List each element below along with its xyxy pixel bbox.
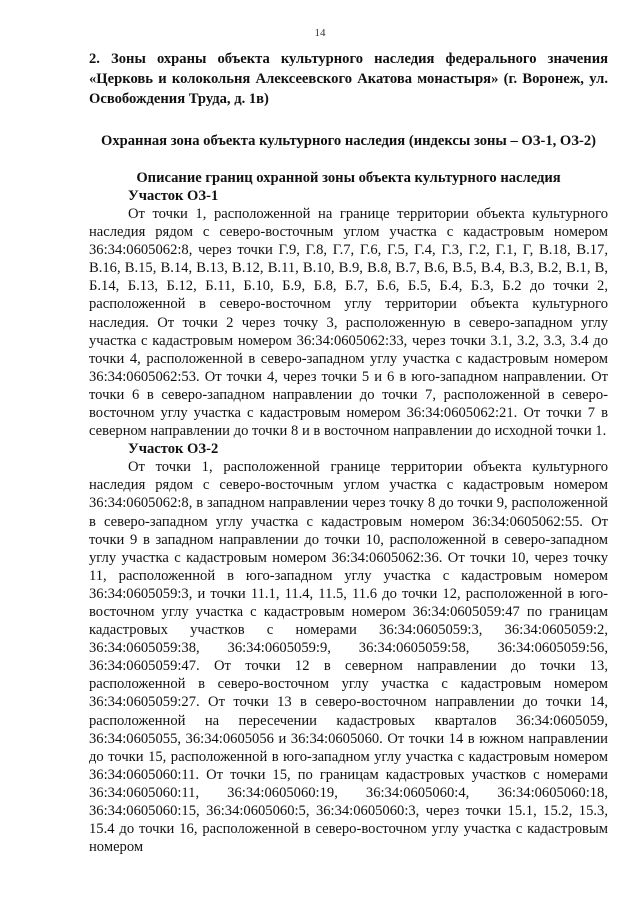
plot-heading-oz2: Участок ОЗ-2	[128, 441, 219, 458]
plot-section-oz1	[89, 187, 608, 440]
description-heading: Описание границ охранной зоны объекта культурного наследия	[136, 170, 561, 186]
zone-title: Охранная зона объекта культурного наследия (индексы зоны – ОЗ-1, ОЗ-2)	[101, 133, 596, 149]
plot-section-oz2	[89, 440, 608, 856]
page-number: 14	[314, 27, 326, 39]
page-content	[89, 49, 608, 856]
plot-heading-oz1: Участок ОЗ-1	[128, 188, 219, 204]
section-heading: 2. Зоны охраны объекта культурного наследия федерального значения «Церковь и колокольня Алексеевского Акатова монастыря» (г. Воронеж, ул. Освобождения Труда, д. 1в)	[89, 51, 608, 107]
plot-text-oz2: От точки 1, расположенной границе территории объекта культурного наследия рядом с северо-восточным углом участка с кадастровым номером 36:34:0605062:8, в западном направлении через точку 8 до точки 9, расположенной в северо-западном углу участка с кадастровым номером 36:34:0605062:55. От точки 9 в западном направлении до точки 10, расположенной в северо-западном углу участка с кадастровым номером 36:34:0605062:36. От точки 10, через точку 11, расположенной в юго-западном углу участка с кадастровым номером 36:34:0605059:3, и точки 11.1, 11.4, 11.5, 11.6 до точки 12, расположенной в юго-восточном углу участка с кадастровым номером 36:34:0605059:47 по границам кадастровых участков с номерами 36:34:0605059:3, 36:34:0605059:2, 36:34:0605059:38, 36:34:0605059:9, 36:34:0605059:58, 36:34:0605059:56, 36:34:0605059:47. От точки 12 в северном направлении до точки 13, расположенной в северо-восточном углу участка с кадастровым номером 36:34:0605059:27. От точки 13 в северо-восточном направлении до точки 14, расположенной на пересечении кадастровых кварталов 36:34:0605059, 36:34:0605055, 36:34:0605056 и 36:34:0605060. От точки 14 в южном направлении до точки 15, расположенной в юго-западном углу участка с кадастровым номером 36:34:0605060:11. От точки 15, по границам кадастровых участков с номерами 36:34:0605060:11, 36:34:0605060:19, 36:34:0605060:4, 36:34:0605060:18, 36:34:0605060:15, 36:34:0605060:5, 36:34:0605060:3, через точки 15.1, 15.2, 15.3, 15.4 до точки 16, расположенной в северо-восточном углу участка с кадастровым номером	[89, 459, 608, 856]
plot-text-oz1: От точки 1, расположенной на границе территории объекта культурного наследия рядом с северо-восточным углом участка с кадастровым номером 36:34:0605062:8, через точки Г.9, Г.8, Г.7, Г.6, Г.5, Г.4, Г.3, Г.2, Г.1, Г, В.18, В.17, В.16, В.15, В.14, В.13, В.12, В.11, В.10, В.9, В.8, В.7, В.6, В.5, В.4, В.3, В.2, В.1, В, Б.14, Б.13, Б.12, Б.11, Б.10, Б.9, Б.8, Б.7, Б.6, Б.5, Б.4, Б.3, Б.2 до точки 2, расположенной в северо-восточном углу территории объекта культурного наследия. От точки 2 через точку 3, расположенную в северо-западном углу участка с кадастровым номером 36:34:0605062:33, через точки 3.1, 3.2, 3.3, 3.4 до точки 4, расположенной в северо-западном углу участка с кадастровым номером 36:34:0605062:53. От точки 4, через точки 5 и 6 в юго-западном направлении. От точки 6 в северо-западном направлении до точки 7, расположенной в северо-восточном углу участка с кадастровым номером 36:34:0605062:21. От точки 7 в северном направлении до точки 8 и в восточном направлении до исходной точки 1.	[89, 206, 608, 440]
